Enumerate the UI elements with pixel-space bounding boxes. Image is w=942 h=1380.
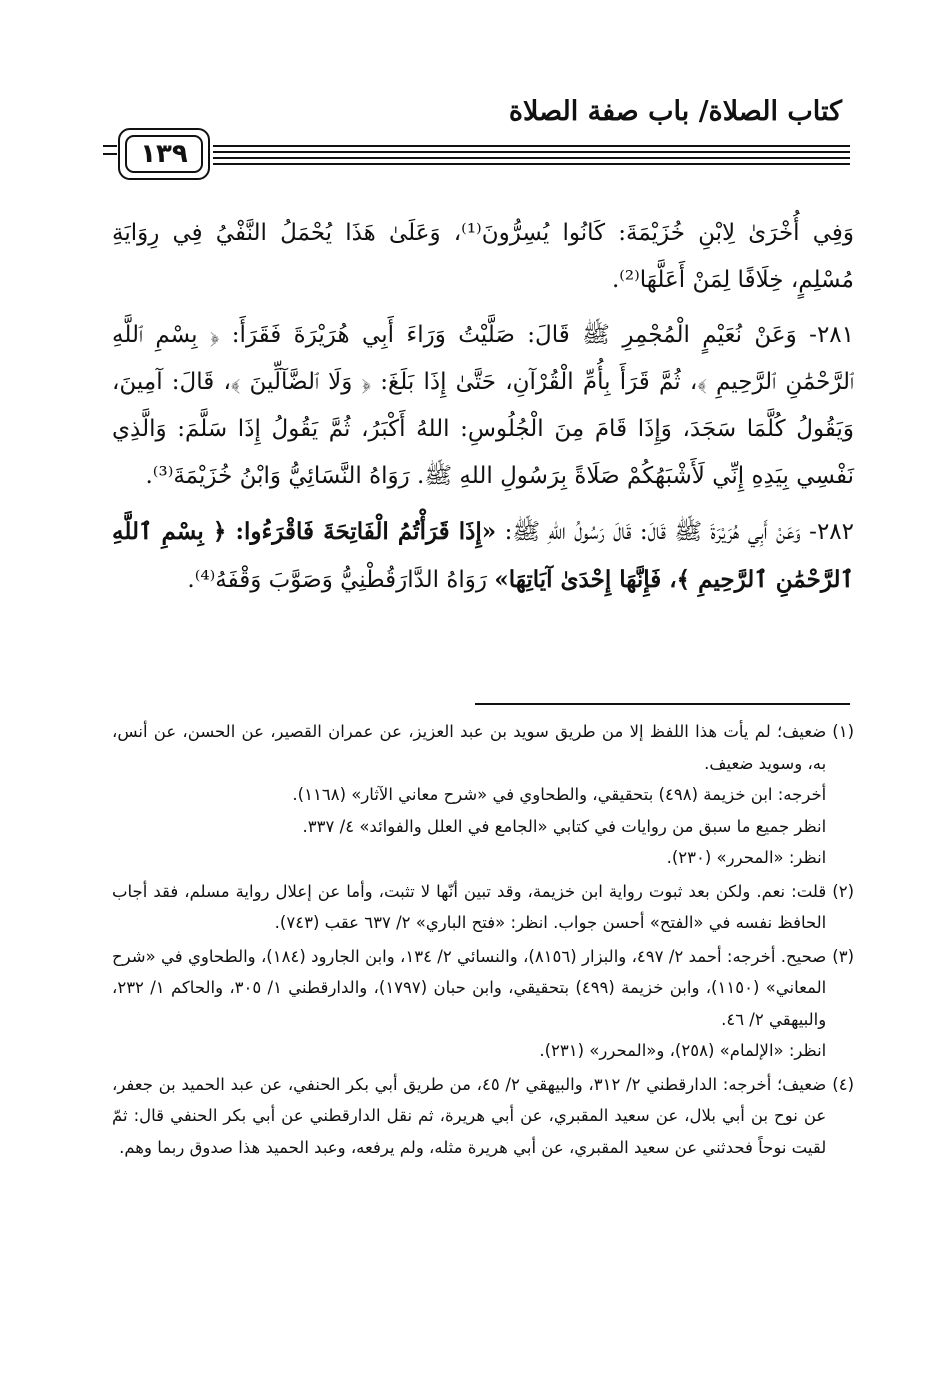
main-text bbox=[112, 210, 854, 612]
hadith-number: ٢٨١- bbox=[809, 322, 854, 348]
footnote bbox=[112, 1069, 854, 1164]
footnote-line: انظر: «الإلمام» (٢٥٨)، و«المحرر» (٢٣١). bbox=[539, 1041, 827, 1060]
footnote bbox=[112, 941, 854, 1067]
header-rule-end bbox=[103, 145, 117, 161]
footnote-line: قلت: نعم. ولكن بعد ثبوت رواية ابن خزيمة، وقد تبين أنّها لا تثبت، وأما عن إعلال رواية مسلم، فقد أجاب الحافظ نفسه في «الفتح» أحسن جواب. انظر: «فتح الباري» ٢/ ٦٣٧ عقب (٧٤٣). bbox=[112, 881, 827, 932]
header-rule bbox=[213, 163, 850, 165]
footnote bbox=[112, 716, 854, 874]
footnote bbox=[112, 876, 854, 939]
hadith-paragraph bbox=[112, 312, 854, 500]
header-rule bbox=[213, 151, 850, 153]
header-rule bbox=[213, 145, 850, 147]
hadith-text: وَعَنْ أَبِي هُرَيْرَةَ ﷺ قَالَ: قَالَ رَسُولُ اللهِ ﷺ: bbox=[496, 519, 801, 545]
footnote-line: صحيح. أخرجه: أحمد ٢/ ٤٩٧، والبزار (٨١٥٦)، والنسائي ٢/ ١٣٤، وابن الجارود (١٨٤)، والطحاوي في «شرح المعاني» (١١٥٠)، وابن خزيمة (٤٩٩) بتحقيقي، وابن حبان (١٧٩٧)، والدارقطني ١/ ٣٠٥، والحاكم ١/ ٢٣٢، والبيهقي ٢/ ٤٦. bbox=[112, 946, 827, 1029]
footnote-line: أخرجه: ابن خزيمة (٤٩٨) بتحقيقي، والطحاوي في «شرح معاني الآثار» (١١٦٨). bbox=[292, 785, 827, 804]
header-rule bbox=[213, 157, 850, 159]
footnote-number: (١) bbox=[832, 722, 854, 741]
paragraph bbox=[112, 210, 854, 304]
footnote-number: (٢) bbox=[832, 881, 854, 901]
hadith-source: رَوَاهُ الدَّارَقُطْنِيُّ وَصَوَّبَ وَقْفَهُ⁽⁴⁾. bbox=[187, 567, 495, 593]
hadith-quote: «إِذَا قَرَأْتُمُ الْفَاتِحَةَ فَاقْرَءُوا: ﴿ بِسْمِ ٱللَّهِ ٱلرَّحْمَٰنِ ٱلرَّحِيمِ ﴾، فَإِنَّهَا إِحْدَىٰ آيَاتِهَا» bbox=[112, 518, 854, 593]
footnote-line: انظر: «المحرر» (٢٣٠). bbox=[666, 848, 827, 867]
footnote-number: (٤) bbox=[832, 1074, 854, 1094]
footnotes bbox=[112, 716, 854, 1165]
hadith-paragraph bbox=[112, 508, 854, 604]
footnote-separator bbox=[475, 703, 850, 705]
footnote-number: (٣) bbox=[832, 946, 854, 966]
footnote-line: ضعيف؛ أخرجه: الدارقطني ٢/ ٣١٢، والبيهقي ٢/ ٤٥، من طريق أبي بكر الحنفي، عن عبد الحميد بن جعفر، عن نوح بن أبي بلال، عن سعيد المقبري، عن أبي هريرة، ثم نقل الدارقطني عن أبي بكر الحنفي قال: ثمّ لقيت نوحاً فحدثني عن سعيد المقبري، عن أبي هريرة مثله، ولم يرفعه، وعبد الحميد هذا صدوق ربما وهم. bbox=[112, 1074, 827, 1157]
hadith-number: ٢٨٢- bbox=[809, 519, 854, 545]
footnote-line: ضعيف؛ لم يأت هذا اللفظ إلا من طريق سويد بن عبد العزيز، عن عمران القصير، عن الحسن، عن أنس، به، وسويد ضعيف. bbox=[112, 722, 827, 773]
page-number-frame bbox=[118, 128, 210, 180]
page-number: ١٣٩ bbox=[125, 135, 203, 173]
hadith-text: وَعَنْ نُعَيْمٍ الْمُجْمِرِ ﷺ قَالَ: صَلَّيْتُ وَرَاءَ أَبِي هُرَيْرَةَ فَقَرَأَ: ﴿ بِسْمِ ٱللَّهِ ٱلرَّحْمَٰنِ ٱلرَّحِيمِ ﴾، ثُمَّ قَرَأَ بِأُمِّ الْقُرْآنِ، حَتَّىٰ إِذَا بَلَغَ: ﴿ وَلَا ٱلضَّآلِّينَ ﴾، قَالَ: آمِينَ، وَيَقُولُ كُلَّمَا سَجَدَ، وَإِذَا قَامَ مِنَ الْجُلُوسِ: اللهُ أَكْبَرُ، ثُمَّ يَقُولُ إِذَا سَلَّمَ: وَالَّذِي نَفْسِي بِيَدِهِ إِنِّي لَأَشْبَهُكُمْ صَلَاةً بِرَسُولِ اللهِ ﷺ. رَوَاهُ النَّسَائِيُّ وَابْنُ خُزَيْمَةَ⁽³⁾. bbox=[112, 322, 854, 489]
paragraph-text: وَفِي أُخْرَىٰ لِابْنِ خُزَيْمَةَ: كَانُوا يُسِرُّونَ⁽¹⁾، وَعَلَىٰ هَذَا يُحْمَلُ النَّفْيُ فِي رِوَايَةِ مُسْلِمٍ، خِلَافًا لِمَنْ أَعَلَّهَا⁽²⁾. bbox=[112, 220, 854, 293]
footnote-line: انظر جميع ما سبق من روايات في كتابي «الجامع في العلل والفوائد» ٤/ ٣٣٧. bbox=[302, 816, 827, 836]
running-title: كتاب الصلاة/ باب صفة الصلاة bbox=[508, 96, 842, 127]
